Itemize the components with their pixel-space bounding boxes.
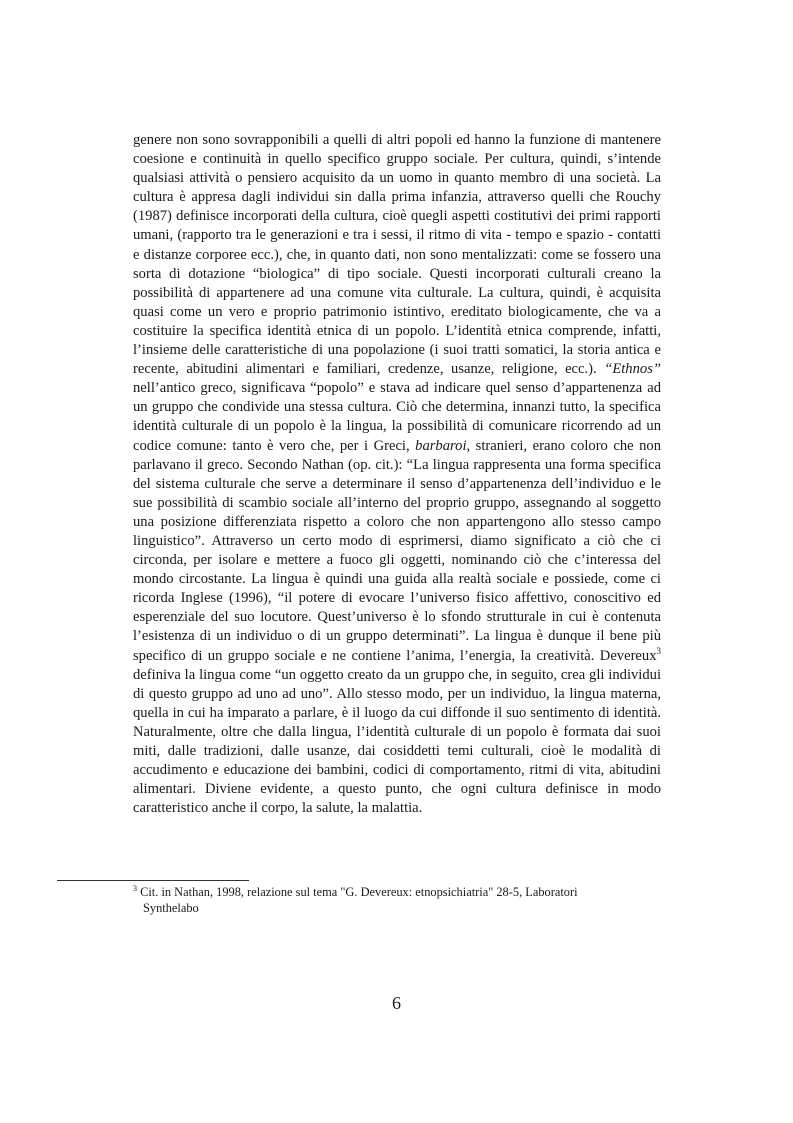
footnote-continuation: Synthelabo — [143, 901, 199, 915]
footnote-reference: 3 — [656, 645, 661, 656]
page-number: 6 — [392, 993, 401, 1013]
footnote-separator — [57, 880, 249, 881]
body-paragraph — [133, 131, 661, 818]
body-text-segment: nell’antico greco, significava “popolo” e stava ad indicare quel senso d’appartenenza ad un gruppo che condivide una stessa cultura. Ciò che determina, innanzi tutto, la specifica identità culturale di un popolo è la lingua, la possibilità di comunicare ricorrendo ad un codice comune: tanto è vero che, per i Greci, — [133, 380, 661, 454]
ethnos-term: “Ethnos” — [604, 361, 661, 378]
footnote — [133, 884, 633, 916]
barbaroi-term: barbaroi — [415, 437, 467, 454]
footnote-text: Cit. in Nathan, 1998, relazione sul tema "G. Devereux: etnopsichiatria" 28-5, Laboratori — [137, 885, 578, 899]
body-text-segment: , stranieri, erano coloro che non parlavano il greco. Secondo Nathan (op. cit.): “La lingua rappresenta una forma specifica del sistema culturale che serve a determinare il senso d’appartenenza dell’individuo e le sue possibilità di scambio sociale all’interno del proprio gruppo, assegnando al soggetto una posizione differenziata rispetto a coloro che non appartengono allo stesso campo linguistico”. Attraverso un certo modo di esprimersi, diamo significato a ciò che ci circonda, per isolare e mettere a fuoco gli oggetti, nominando ciò che c’interessa del mondo circostante. La lingua è quindi una guida alla realtà sociale e possiede, come ci ricorda Inglese (1996), “il potere di evocare l’universo fisico affettivo, conoscitivo ed esperenziale del suo locutore. Quest’universo è lo sfondo strutturale in cui è contenuta l’esistenza di un individuo o di un gruppo determinati”. La lingua è dunque il bene più specifico di un gruppo sociale e ne contiene l’anima, l’energia, la creatività. Devereux — [133, 437, 662, 664]
footnote-marker: 3 — [133, 883, 137, 893]
body-text-segment: definiva la lingua come “un oggetto creato da un gruppo che, in seguito, crea gli individui di questo gruppo ad uno ad uno”. Allo stesso modo, per un individuo, la lingua materna, quella in cui ha imparato a parlare, è il luogo da cui diffonde il suo sentimento di identità. Naturalmente, oltre che dalla lingua, l’identità culturale di un popolo è formata dai suoi miti, dalle tradizioni, dalle usanze, dai cosiddetti temi culturali, cioè le modalità di accudimento e educazione dei bambini, codici di comportamento, ritmi di vita, abitudini alimentari. Diviene evidente, a questo punto, che ogni cultura definisce in modo caratteristico anche il corpo, la salute, la malattia. — [133, 666, 661, 817]
body-text-segment: genere non sono sovrapponibili a quelli di altri popoli ed hanno la funzione di mantenere coesione e continuità in quello specifico gruppo sociale. Per cultura, quindi, s’intende qualsiasi attività o pensiero acquisito da un uomo in quanto membro di una società. La cultura è appresa dagli individui sin dalla prima infanzia, attraverso quelli che Rouchy (1987) definisce incorporati della cultura, cioè quegli aspetti costitutivi dei primi rapporti umani, (rapporto tra le generazioni e tra i sessi, il ritmo di vita - tempo e spazio - contatti e distanze corporee ecc.), che, in quanto dati, non sono mentalizzati: come se fossero una sorta di dotazione “biologica” di tipo sociale. Questi incorporati culturali creano la possibilità di appartenere ad una comune vita culturale. La cultura, quindi, è acquisita quasi come un vero e proprio patrimonio istintivo, ereditato biologicamente, che va a costituire la specifica identità etnica di un popolo. L’identità etnica comprende, infatti, l’insieme delle caratteristiche di una popolazione (i suoi tratti somatici, la storia antica e recente, abitudini alimentari e familiari, credenze, usanze, religione, ecc.). — [133, 132, 661, 378]
